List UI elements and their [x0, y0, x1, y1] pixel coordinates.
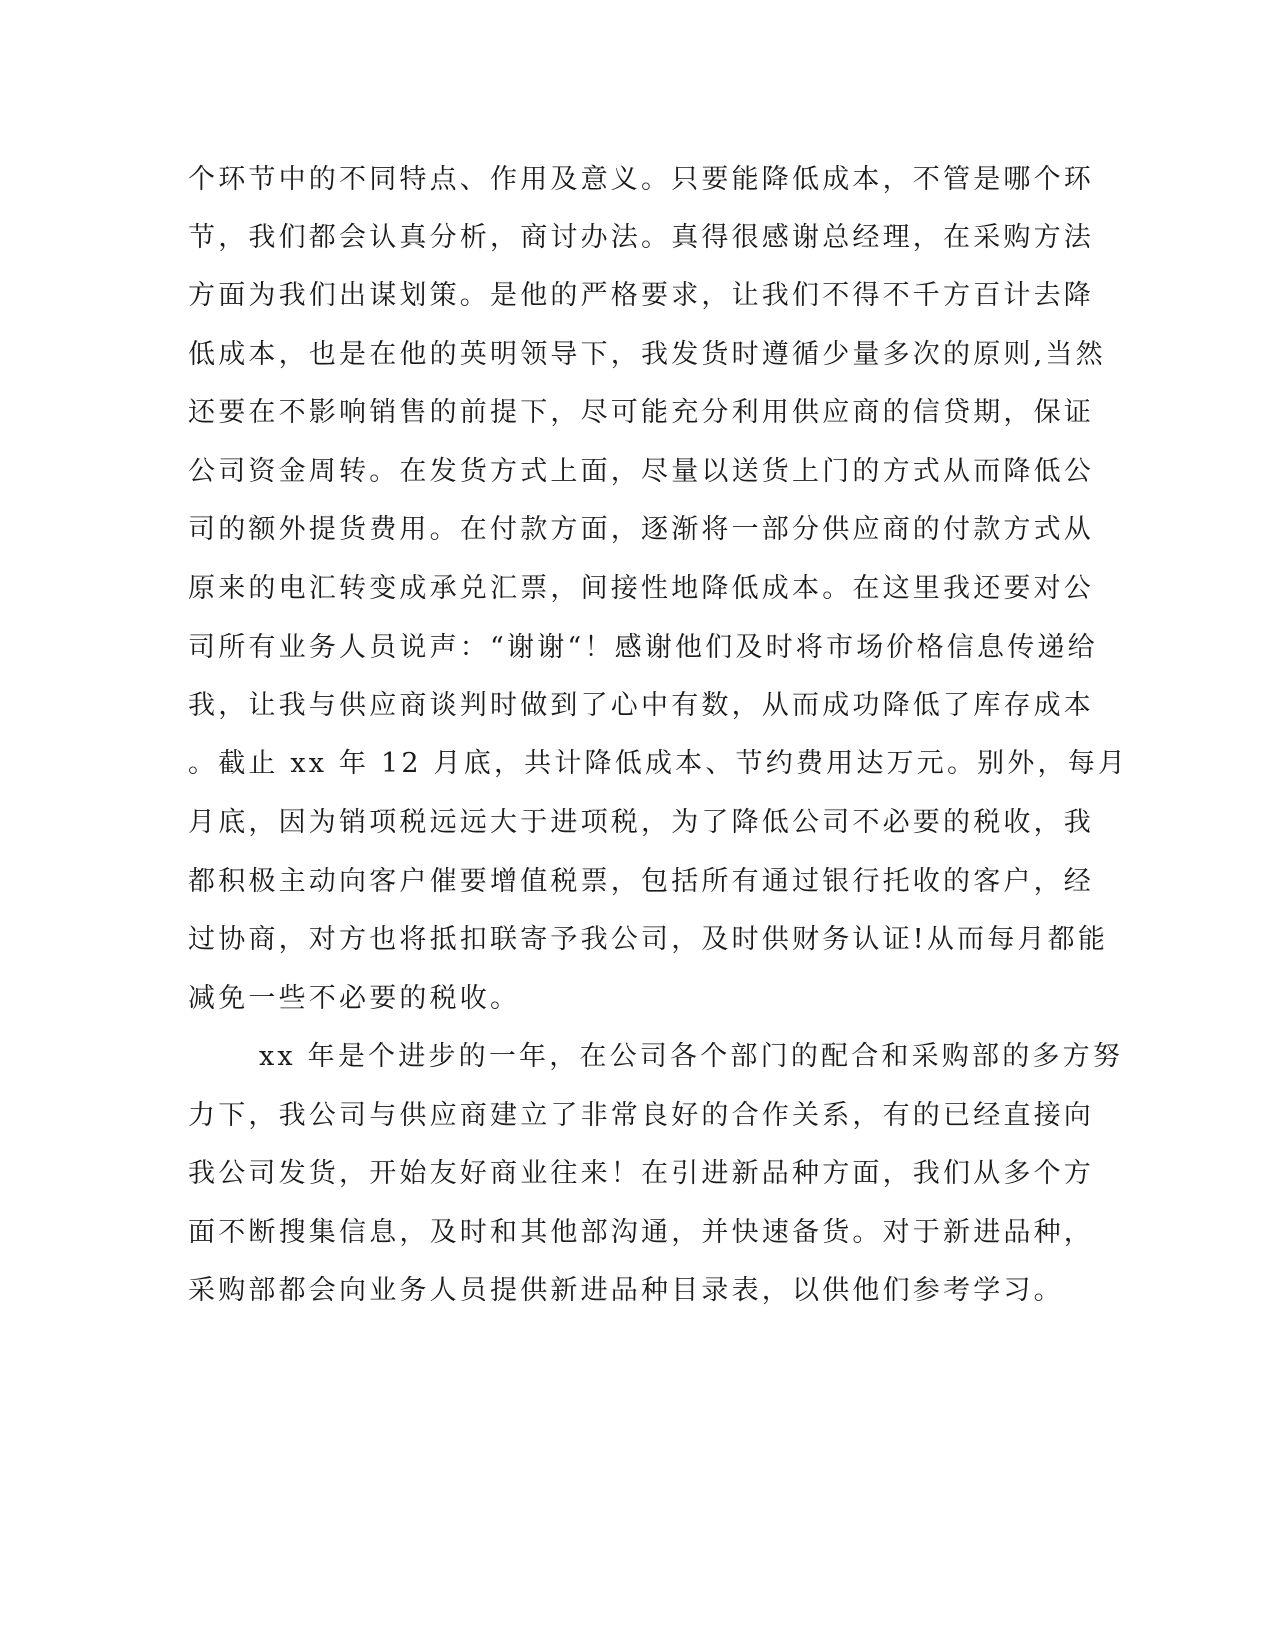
- text-line: 个环节中的不同特点、作用及意义。只要能降低成本，不管是哪个环: [188, 164, 1094, 195]
- text-line: 。截止 xx 年 12 月底，共计降低成本、节约费用达万元。别外，每月: [188, 748, 1129, 779]
- text-line: 过协商，对方也将抵扣联寄予我公司，及时供财务认证!从而每月都能: [188, 924, 1109, 955]
- text-line: 司所有业务人员说声：“谢谢“！感谢他们及时将市场价格信息传递给: [188, 632, 1098, 663]
- text-line: 力下，我公司与供应商建立了非常良好的合作关系，有的已经直接向: [188, 1100, 1094, 1131]
- text-line: 低成本，也是在他的英明领导下，我发货时遵循少量多次的原则,当然: [188, 339, 1106, 370]
- text-line: 月底，因为销项税远远大于进项税，为了降低公司不必要的税收，我: [188, 807, 1094, 838]
- text-line: 公司资金周转。在发货方式上面，尽量以送货上门的方式从而降低公: [188, 456, 1094, 487]
- text-line: 减免一些不必要的税收。: [188, 983, 521, 1014]
- text-line: 面不断搜集信息，及时和其他部沟通，并快速备货。对于新进品种，: [188, 1217, 1094, 1248]
- paragraph-first-line: xx 年是个进步的一年，在公司各个部门的配合和采购部的多方努: [259, 1041, 1124, 1072]
- text-line: 司的额外提货费用。在付款方面，逐渐将一部分供应商的付款方式从: [188, 514, 1094, 545]
- text-line: 方面为我们出谋划策。是他的严格要求，让我们不得不千方百计去降: [188, 280, 1094, 311]
- text-line: 还要在不影响销售的前提下，尽可能充分利用供应商的信贷期，保证: [188, 397, 1094, 428]
- text-line: 采购部都会向业务人员提供新进品种目录表，以供他们参考学习。: [188, 1275, 1064, 1306]
- text-line: 节，我们都会认真分析，商讨办法。真得很感谢总经理，在采购方法: [188, 222, 1094, 253]
- text-line: 原来的电汇转变成承兑汇票，间接性地降低成本。在这里我还要对公: [188, 573, 1094, 604]
- text-line: 我公司发货，开始友好商业往来！在引进新品种方面，我们从多个方: [188, 1158, 1094, 1189]
- text-line: 都积极主动向客户催要增值税票，包括所有通过银行托收的客户，经: [188, 866, 1094, 897]
- text-line: 我，让我与供应商谈判时做到了心中有数，从而成功降低了库存成本: [188, 690, 1094, 721]
